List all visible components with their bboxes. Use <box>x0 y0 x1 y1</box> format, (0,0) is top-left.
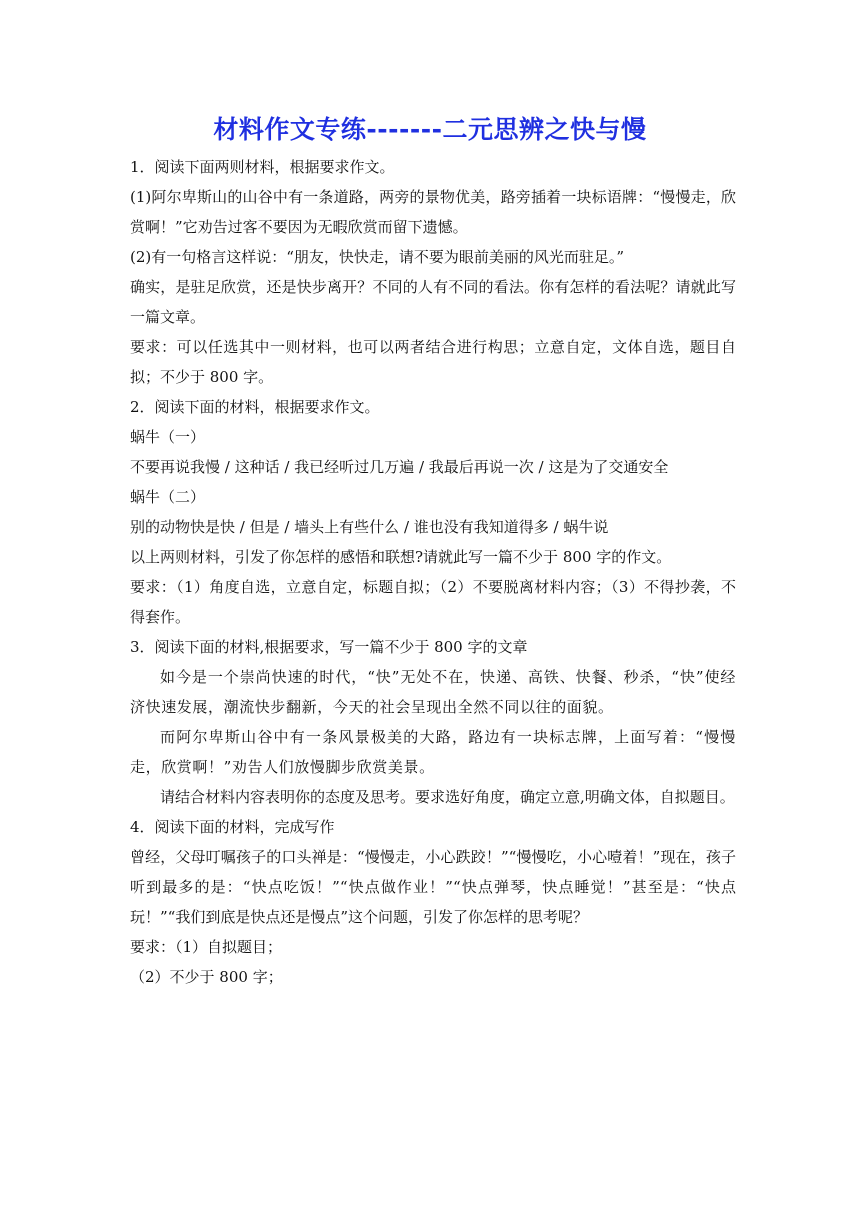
question-3-prompt: 请结合材料内容表明你的态度及思考。要求选好角度，确定立意,明确文体，自拟题目。 <box>160 788 735 806</box>
question-4-heading: 4．阅读下面的材料，完成写作 <box>130 818 335 836</box>
question-1-prompt: 确实，是驻足欣赏，还是快步离开？不同的人有不同的看法。你有怎样的看法呢？请就此写一篇文章。 <box>130 278 736 326</box>
snail-1-title: 蜗牛（一） <box>130 428 206 446</box>
question-1-requirements: 要求：可以任选其中一则材料，也可以两者结合进行构思；立意自定，文体自选，题目自拟；不少于 800 字。 <box>130 338 736 386</box>
question-3-material-2: 而阿尔卑斯山谷中有一条风景极美的大路，路边有一块标志牌，上面写着：“慢慢走，欣赏啊！”劝告人们放慢脚步欣赏美景。 <box>130 728 736 776</box>
question-3-heading: 3．阅读下面的材料,根据要求，写一篇不少于 800 字的文章 <box>130 638 528 656</box>
document-body <box>130 152 736 992</box>
material-2: (2)有一句格言这样说：“朋友，快快走，请不要为眼前美丽的风光而驻足。” <box>130 248 625 266</box>
question-4-material: 曾经，父母叮嘱孩子的口头禅是：“慢慢走，小心跌跤！”“慢慢吃，小心噎着！”现在，孩子听到最多的是：“快点吃饭！”“快点做作业！”“快点弹琴，快点睡觉！”甚至是：“快点玩！”“我们到底是快点还是慢点”这个问题，引发了你怎样的思考呢？ <box>130 848 736 926</box>
question-2-heading: 2．阅读下面的材料，根据要求作文。 <box>130 398 380 416</box>
question-4-requirement-1: 要求：（1）自拟题目； <box>130 938 283 956</box>
material-1: (1)阿尔卑斯山的山谷中有一条道路，两旁的景物优美，路旁插着一块标语牌：“慢慢走，欣赏啊！”它劝告过客不要因为无暇欣赏而留下遗憾。 <box>130 188 736 236</box>
question-2-prompt: 以上两则材料，引发了你怎样的感悟和联想?请就此写一篇不少于 800 字的作文。 <box>130 548 672 566</box>
question-1-heading: 1．阅读下面两则材料，根据要求作文。 <box>130 158 395 176</box>
snail-2-title: 蜗牛（二） <box>130 488 206 506</box>
question-2-requirements: 要求：（1）角度自选，立意自定，标题自拟；（2）不要脱离材料内容；（3）不得抄袭，不得套作。 <box>130 578 736 626</box>
snail-2-poem: 别的动物快是快 / 但是 / 墙头上有些什么 / 谁也没有我知道得多 / 蜗牛说 <box>130 518 609 536</box>
question-4-requirement-2: （2）不少于 800 字； <box>130 968 283 986</box>
question-3-material-1: 如今是一个崇尚快速的时代，“快”无处不在，快递、高铁、快餐、秒杀，“快”使经济快速发展，潮流快步翻新，今天的社会呈现出全然不同以往的面貌。 <box>130 668 736 716</box>
snail-1-poem: 不要再说我慢 / 这种话 / 我已经听过几万遍 / 我最后再说一次 / 这是为了交通安全 <box>130 458 669 476</box>
page-title: 材料作文专练-------二元思辨之快与慢 <box>213 115 647 144</box>
